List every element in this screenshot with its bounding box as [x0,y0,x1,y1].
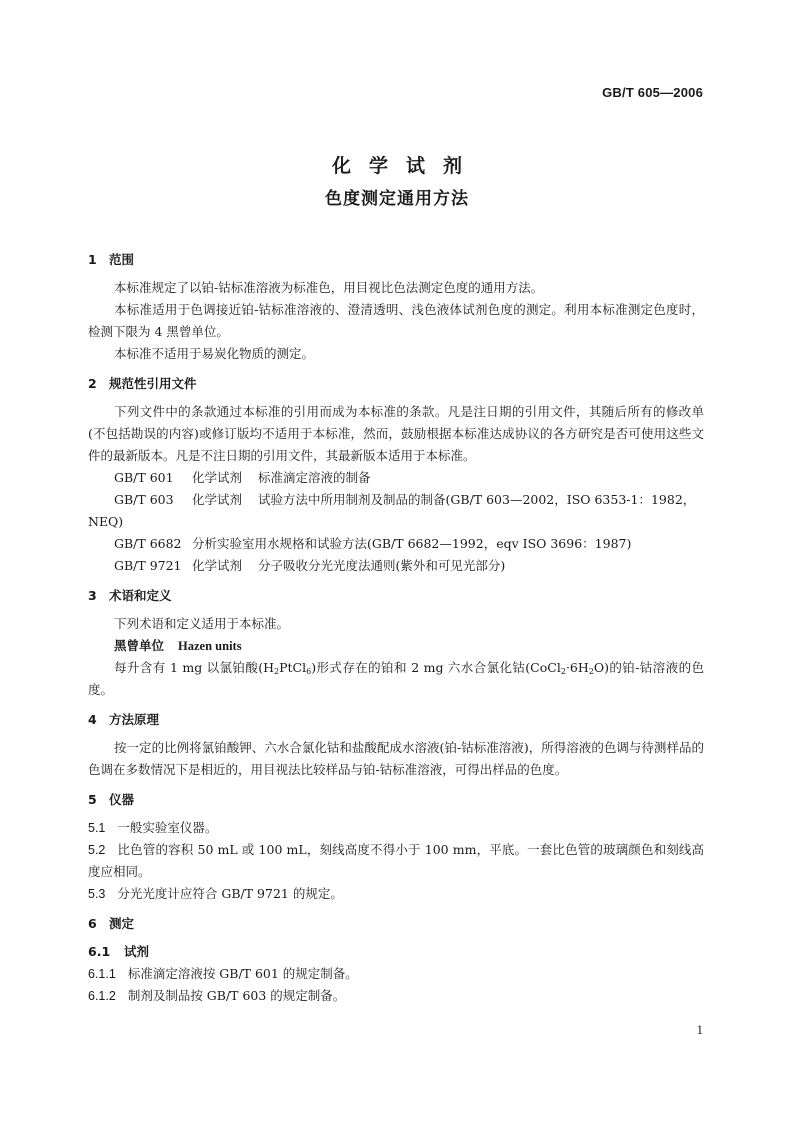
reference-name: 标准滴定溶液的制备 [258,470,371,485]
reference-item [88,467,704,489]
paragraph: 下列文件中的条款通过本标准的引用而成为本标准的条款。凡是注日期的引用文件，其随后所有的修改单(不包括勘误的内容)或修订版均不适用于本标准，然而，鼓励根据本标准达成协议的各方研究是否可使用这些文件的最新版本。凡是不注日期的引用文件，其最新版本适用于本标准。 [88,404,704,463]
reference-category: 化学试剂 [192,492,243,507]
term-english: Hazen units [178,639,242,653]
subsection-title: 试剂 [124,944,150,959]
paragraph: 下列术语和定义适用于本标准。 [114,616,290,631]
numbered-item [88,839,704,883]
title-sub: 色度测定通用方法 [325,189,469,209]
section-title: 术语和定义 [109,588,172,603]
item-text: 分光光度计应符合 GB/T 9721 的规定。 [117,886,343,901]
paragraph: 本标准规定了以铂-钴标准溶液为标准色，用目视比色法测定色度的通用方法。 [114,280,544,295]
reference-code: GB/T 9721 [114,558,182,573]
numbered-item [88,985,704,1007]
section-number: 5 [88,792,97,807]
reference-name: 分析实验室用水规格和试验方法(GB/T 6682—1992，eqv ISO 3696：1987) [192,536,632,551]
paragraph: 本标准适用于色调接近铂-钴标准溶液的、澄清透明、浅色液体试剂色度的测定。利用本标准测定色度时，检测下限为 4 黑曾单位。 [88,302,704,339]
section-number: 4 [88,712,97,727]
reference-name: 试验方法中所用制剂及制品的制备(GB/T 603—2002，ISO 6353-1：1982， [258,492,696,507]
item-number: 6.1.2 [88,989,116,1003]
reference-code: GB/T 601 [114,470,174,485]
section-title: 规范性引用文件 [109,376,197,391]
section-title: 仪器 [109,792,135,807]
section-heading-6 [88,913,704,935]
standard-code: GB/T 605—2006 [602,85,703,100]
section-title: 测定 [109,916,135,931]
section-heading-5 [88,789,704,811]
item-number: 6.1.1 [88,967,116,981]
section-heading-3 [88,585,704,607]
section-heading-2 [88,373,704,395]
section-heading-4 [88,709,704,731]
reference-item [88,489,704,533]
numbered-item [88,817,704,839]
reference-category: 化学试剂 [192,470,243,485]
subsection-number: 6.1 [88,944,111,959]
page-number: 1 [696,1022,703,1037]
paragraph: 本标准不适用于易炭化物质的测定。 [114,346,315,361]
reference-continuation: NEQ) [88,514,124,529]
item-number: 5.3 [88,887,106,901]
section-number: 3 [88,588,97,603]
section-title: 方法原理 [109,712,160,727]
document-body [88,249,704,1007]
numbered-item [88,883,704,905]
term-entry [88,635,704,657]
reference-item [88,533,704,555]
section-number: 1 [88,252,97,267]
paragraph: 按一定的比例将氯铂酸钾、六水合氯化钴和盐酸配成水溶液(铂-钴标准溶液)，所得溶液的色调与待测样品的色调在多数情况下是相近的，用目视法比较样品与铂-钴标准溶液，可得出样品的色度。 [88,740,704,777]
title-main: 化学试剂 [331,155,480,177]
item-text: 比色管的容积 50 mL 或 100 mL，刻线高度不得小于 100 mm，平底。一套比色管的玻璃颜色和刻线高度应相同。 [88,842,704,879]
item-number: 5.2 [88,843,106,857]
reference-name: 分子吸收分光光度法通则(紫外和可见光部分) [258,558,506,573]
item-text: 制剂及制品按 GB/T 603 的规定制备。 [127,988,346,1003]
reference-code: GB/T 603 [114,492,174,507]
item-text: 一般实验室仪器。 [117,820,218,835]
document-title [0,153,794,211]
numbered-item [88,963,704,985]
subsection-heading [88,941,704,963]
term-definition: 每升含有 1 mg 以氯铂酸$(H_2PtCl_6)$形式存在的铂和 2 mg 六水合氯化钴$(CoCl_2\cdot 6H_2O)$的铂-钴溶液的色度。 [88,660,704,697]
section-number: 2 [88,376,97,391]
section-heading-1 [88,249,704,271]
term-chinese: 黑曾单位 [114,638,165,653]
reference-item [88,555,704,577]
item-text: 标准滴定溶液按 GB/T 601 的规定制备。 [127,966,358,981]
reference-category: 化学试剂 [192,558,243,573]
section-title: 范围 [109,252,135,267]
reference-code: GB/T 6682 [114,536,182,551]
section-number: 6 [88,916,97,931]
item-number: 5.1 [88,821,106,835]
